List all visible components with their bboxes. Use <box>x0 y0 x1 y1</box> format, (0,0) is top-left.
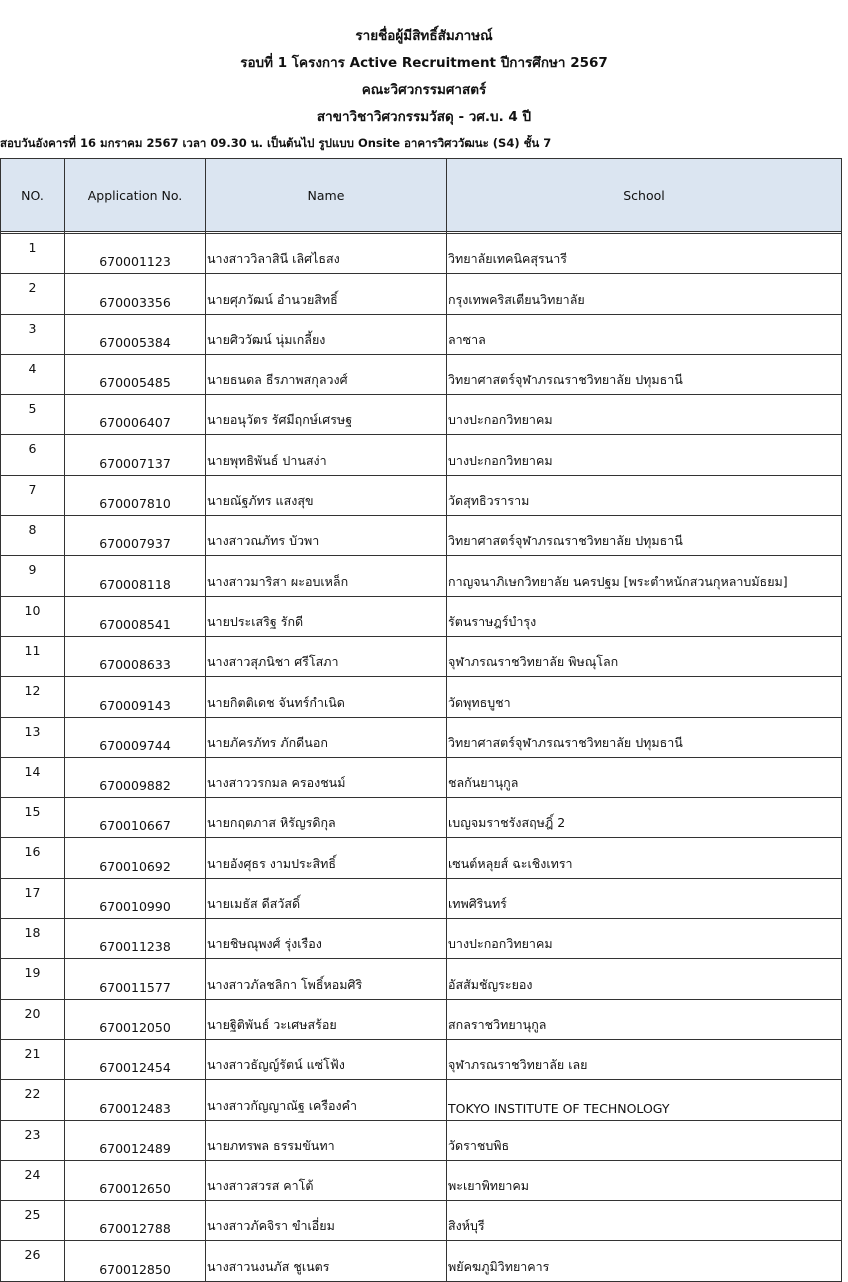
candidate-table <box>0 158 842 1282</box>
cell-no: 13 <box>1 717 65 757</box>
cell-no: 12 <box>1 677 65 717</box>
table-row <box>1 1080 842 1120</box>
cell-school: สิงห์บุรี <box>447 1201 842 1241</box>
cell-name: นายพุทธิพันธ์ ปานสง่า <box>206 435 447 475</box>
cell-application-no: 670005384 <box>65 314 206 354</box>
cell-application-no: 670010667 <box>65 798 206 838</box>
cell-application-no: 670009744 <box>65 717 206 757</box>
cell-school: กาญจนาภิเษกวิทยาลัย นครปฐม [พระตำหนักสวนกุหลาบมัธยม] <box>447 556 842 596</box>
table-row <box>1 314 842 354</box>
table-row <box>1 1160 842 1200</box>
cell-no: 11 <box>1 636 65 676</box>
cell-school: เบญจมราชรังสฤษฎิ์ 2 <box>447 798 842 838</box>
cell-no: 19 <box>1 959 65 999</box>
cell-no: 22 <box>1 1080 65 1120</box>
table-row <box>1 395 842 435</box>
column-header-application-no: Application No. <box>65 159 206 232</box>
cell-no: 18 <box>1 919 65 959</box>
cell-application-no: 670003356 <box>65 274 206 314</box>
table-row <box>1 878 842 918</box>
table-row <box>1 556 842 596</box>
table-row <box>1 274 842 314</box>
cell-application-no: 670008541 <box>65 596 206 636</box>
cell-application-no: 670005485 <box>65 354 206 394</box>
program-line: สาขาวิชาวิศวกรรมวัสดุ - วศ.บ. 4 ปี <box>316 109 532 125</box>
cell-name: นายกฤตภาส หิรัญรดิกุล <box>206 798 447 838</box>
cell-school: จุฬาภรณราชวิทยาลัย พิษณุโลก <box>447 636 842 676</box>
cell-no: 26 <box>1 1241 65 1281</box>
cell-name: นางสาวนงนภัส ชูเนตร <box>206 1241 447 1281</box>
cell-application-no: 670006407 <box>65 395 206 435</box>
cell-school: วิทยาศาสตร์จุฬาภรณราชวิทยาลัย ปทุมธานี <box>447 516 842 556</box>
cell-application-no: 670008118 <box>65 556 206 596</box>
cell-application-no: 670009882 <box>65 757 206 797</box>
cell-name: นายภัครภัทร ภักดีนอก <box>206 717 447 757</box>
cell-name: นางสาวภัลชลิกา โพธิ์หอมศิริ <box>206 959 447 999</box>
cell-name: นางสาววิลาสินี เลิศไธสง <box>206 234 447 274</box>
cell-no: 10 <box>1 596 65 636</box>
cell-name: นางสาวสวรส คาโต้ <box>206 1160 447 1200</box>
table-row <box>1 838 842 878</box>
table-row <box>1 1120 842 1160</box>
cell-application-no: 670012788 <box>65 1201 206 1241</box>
cell-name: นายธนดล ธีรภาพสกุลวงศ์ <box>206 354 447 394</box>
cell-no: 24 <box>1 1160 65 1200</box>
cell-name: นางสาวภัคจิรา ขำเอี่ยม <box>206 1201 447 1241</box>
cell-school: TOKYO INSTITUTE OF TECHNOLOGY <box>447 1080 842 1120</box>
column-header-name: Name <box>206 159 447 232</box>
cell-name: นายอนุวัตร รัศมีฤกษ์เศรษฐ <box>206 395 447 435</box>
column-header-no: NO. <box>1 159 65 232</box>
cell-name: นายอังศุธร งามประสิทธิ์ <box>206 838 447 878</box>
cell-name: นายกิตติเดช จันทร์กำเนิด <box>206 677 447 717</box>
cell-no: 23 <box>1 1120 65 1160</box>
cell-application-no: 670012050 <box>65 999 206 1039</box>
cell-application-no: 670001123 <box>65 234 206 274</box>
cell-no: 5 <box>1 395 65 435</box>
cell-no: 20 <box>1 999 65 1039</box>
cell-application-no: 670012850 <box>65 1241 206 1281</box>
cell-name: นายเมธัส ดีสวัสดิ์ <box>206 878 447 918</box>
table-row <box>1 234 842 274</box>
cell-name: นางสาวณภัทร บัวพา <box>206 516 447 556</box>
cell-school: ลาซาล <box>447 314 842 354</box>
cell-no: 14 <box>1 757 65 797</box>
table-row <box>1 717 842 757</box>
table-header-row <box>1 159 842 232</box>
cell-name: นางสาวธัญญ์รัตน์ แซ่โฟ้ง <box>206 1039 447 1079</box>
table-row <box>1 919 842 959</box>
cell-school: วัดสุทธิวราราม <box>447 475 842 515</box>
cell-name: นายฐิติพันธ์ วะเศษสร้อย <box>206 999 447 1039</box>
table-row <box>1 435 842 475</box>
cell-application-no: 670010692 <box>65 838 206 878</box>
cell-school: วัดพุทธบูชา <box>447 677 842 717</box>
cell-name: นายประเสริฐ รักดี <box>206 596 447 636</box>
cell-application-no: 670010990 <box>65 878 206 918</box>
cell-no: 16 <box>1 838 65 878</box>
cell-school: รัตนราษฎร์บำรุง <box>447 596 842 636</box>
table-row <box>1 677 842 717</box>
cell-school: อัสสัมชัญระยอง <box>447 959 842 999</box>
cell-school: กรุงเทพคริสเตียนวิทยาลัย <box>447 274 842 314</box>
cell-no: 17 <box>1 878 65 918</box>
cell-name: นายศุภวัฒน์ อำนวยสิทธิ์ <box>206 274 447 314</box>
cell-no: 1 <box>1 234 65 274</box>
cell-school: วิทยาศาสตร์จุฬาภรณราชวิทยาลัย ปทุมธานี <box>447 354 842 394</box>
faculty-line: คณะวิศวกรรมศาสตร์ <box>361 82 487 98</box>
cell-no: 8 <box>1 516 65 556</box>
table-row <box>1 999 842 1039</box>
cell-school: บางปะกอกวิทยาคม <box>447 919 842 959</box>
table-row <box>1 475 842 515</box>
document-title: รายชื่อผู้มีสิทธิ์สัมภาษณ์ <box>355 28 493 44</box>
cell-no: 9 <box>1 556 65 596</box>
table-row <box>1 1039 842 1079</box>
cell-name: นางสาววรกมล ครองชนม์ <box>206 757 447 797</box>
round-project-line: รอบที่ 1 โครงการ Active Recruitment ปีการศึกษา 2567 <box>240 55 608 71</box>
table-row <box>1 757 842 797</box>
cell-school: วิทยาลัยเทคนิคสุรนารี <box>447 234 842 274</box>
table-row <box>1 596 842 636</box>
cell-application-no: 670009143 <box>65 677 206 717</box>
table-row <box>1 798 842 838</box>
table-row <box>1 354 842 394</box>
exam-schedule-line: สอบวันอังคารที่ 16 มกราคม 2567 เวลา 09.30 น. เป็นต้นไป รูปแบบ Onsite อาคารวิศววัฒนะ (S4) ชั้น 7 <box>0 136 552 150</box>
cell-no: 21 <box>1 1039 65 1079</box>
cell-application-no: 670012489 <box>65 1120 206 1160</box>
table-row <box>1 636 842 676</box>
cell-application-no: 670012454 <box>65 1039 206 1079</box>
table-row <box>1 516 842 556</box>
cell-no: 15 <box>1 798 65 838</box>
cell-no: 25 <box>1 1201 65 1241</box>
cell-name: นายชิษณุพงศ์ รุ่งเรือง <box>206 919 447 959</box>
cell-application-no: 670012650 <box>65 1160 206 1200</box>
cell-name: นายณัฐภัทร แสงสุข <box>206 475 447 515</box>
table-row <box>1 959 842 999</box>
cell-school: สกลราชวิทยานุกูล <box>447 999 842 1039</box>
cell-school: เทพศิรินทร์ <box>447 878 842 918</box>
cell-no: 3 <box>1 314 65 354</box>
cell-name: นางสาวกัญญาณัฐ เครืองคำ <box>206 1080 447 1120</box>
cell-name: นางสาวมาริสา ผะอบเหล็ก <box>206 556 447 596</box>
cell-application-no: 670007810 <box>65 475 206 515</box>
cell-application-no: 670012483 <box>65 1080 206 1120</box>
cell-name: นายศิววัฒน์ นุ่มเกลี้ยง <box>206 314 447 354</box>
cell-school: บางปะกอกวิทยาคม <box>447 395 842 435</box>
table-row <box>1 1241 842 1281</box>
cell-application-no: 670007137 <box>65 435 206 475</box>
cell-application-no: 670011238 <box>65 919 206 959</box>
cell-school: จุฬาภรณราชวิทยาลัย เลย <box>447 1039 842 1079</box>
cell-school: ชลกันยานุกูล <box>447 757 842 797</box>
cell-no: 4 <box>1 354 65 394</box>
cell-school: วิทยาศาสตร์จุฬาภรณราชวิทยาลัย ปทุมธานี <box>447 717 842 757</box>
cell-name: นายภทรพล ธรรมขันทา <box>206 1120 447 1160</box>
cell-application-no: 670007937 <box>65 516 206 556</box>
cell-no: 2 <box>1 274 65 314</box>
cell-school: เซนต์หลุยส์ ฉะเชิงเทรา <box>447 838 842 878</box>
column-header-school: School <box>447 159 842 232</box>
cell-no: 7 <box>1 475 65 515</box>
cell-school: บางปะกอกวิทยาคม <box>447 435 842 475</box>
cell-application-no: 670008633 <box>65 636 206 676</box>
cell-name: นางสาวสุภนิชา ศรีโสภา <box>206 636 447 676</box>
cell-school: พะเยาพิทยาคม <box>447 1160 842 1200</box>
table-row <box>1 1201 842 1241</box>
cell-school: พยัคฆภูมิวิทยาคาร <box>447 1241 842 1281</box>
cell-no: 6 <box>1 435 65 475</box>
cell-school: วัดราชบพิธ <box>447 1120 842 1160</box>
cell-application-no: 670011577 <box>65 959 206 999</box>
